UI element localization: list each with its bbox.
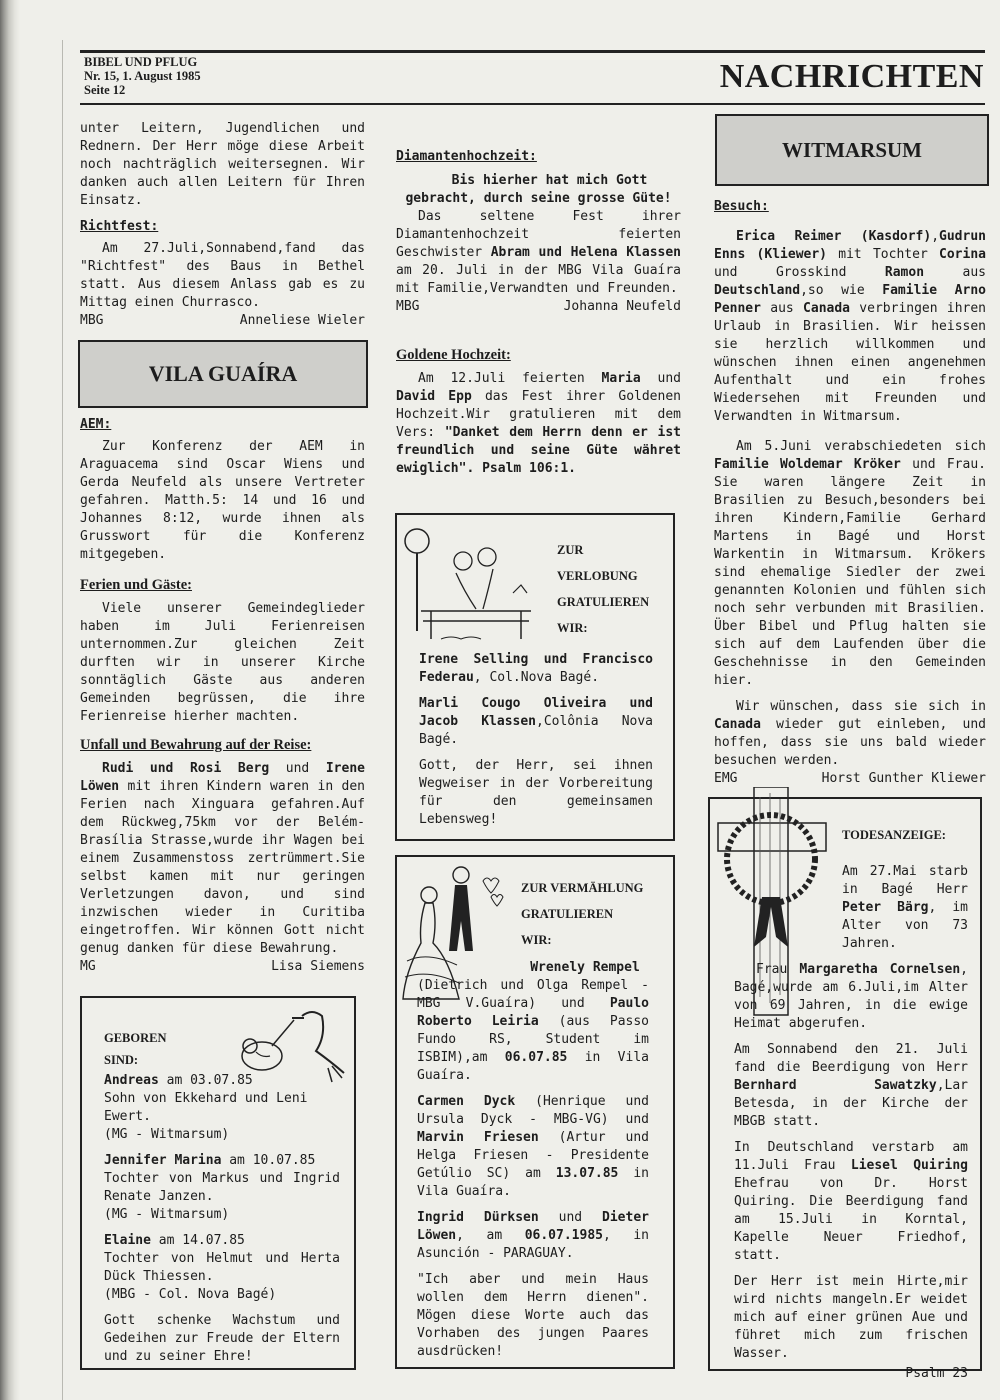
signature-author: Lisa Siemens (271, 959, 365, 974)
golden-verse: "Danket dem Herrn denn er ist freundlich und seine Güte währet ewiglich". Psalm 106:1. (396, 425, 681, 476)
child-name: Elaine (104, 1233, 151, 1248)
country-name: Canada (803, 301, 851, 316)
section-box-witmarsum: WITMARSUM (715, 114, 989, 186)
wedding-announcement-box (395, 855, 675, 1369)
obituary-verse-reference: Psalm 23 (905, 1366, 968, 1381)
section-box-vila-guaira: VILA GUAÍRA (78, 340, 368, 408)
wedding-content (417, 977, 649, 1361)
text-fragment: Wir wünschen, dass sie sich in (736, 699, 986, 714)
intro-paragraph: unter Leitern, Jugendlichen und Rednern. Der Herr möge diese Arbeit noch nachträglich weitersegnen. Wir danken auch allen Leitern für Ihren Einsatz. (80, 121, 365, 208)
signature-author: Johanna Neufeld (563, 299, 681, 314)
besuch-paragraph-1 (714, 228, 986, 426)
wedding-entry-2 (417, 1093, 649, 1201)
text-fragment: mit Tochter (827, 247, 940, 262)
page-binding-line (62, 40, 63, 1400)
wedding-connector: und (538, 1210, 603, 1225)
couple-names: Marli Cougo Oliveira und Jacob Klassen (419, 696, 653, 729)
wedding-quote: "Ich aber und mein Haus wollen dem Herrn dienen". Mögen diese Worte auch das Vorhaben des jungen Paares ausdrücken! (417, 1272, 649, 1359)
engagement-closing: Gott, der Herr, sei ihnen Wegweiser in der Vorbereitung für den gemeinsamen Lebensweg! (419, 758, 653, 827)
unfall-body: mit ihren Kindern waren in den Ferien nach Xinguara gefahren.Auf dem Rückweg,75km vor der Belém-Brasília Strasse,wurde ihr Wagen bei einem Zusammenstoss zertrümmert.Sie selbst kamen mit nur geringen Verletzungen davon, und sind inzwischen wieder in Curitiba eingetroffen. Wir können Gott nicht genug danken für diese Bewahrung. (80, 779, 365, 956)
wedding-date: 06.07.1985 (524, 1228, 603, 1243)
deceased-name: Liesel Quiring (850, 1158, 969, 1173)
column-middle (396, 142, 681, 478)
engagement-title-line: VERLOBUNG (557, 569, 638, 583)
heading-richtfest: Richtfest: (80, 219, 159, 234)
ferien-text: Viele unserer Gemeindeglieder haben im Juli Ferienreisen unternommen.Zur gleichen Zeit durften wir in unserer Kirche sonntäglich Gäste aus anderen Gemeinden begrüssen, die ihre Ferienreise hierher machten. (80, 601, 365, 724)
text-fragment: verbringen ihren Urlaub in Brasilien. Wir heissen sie herzlich willkommen und wünschen ihnen einen angenehmen Aufenthalt und ein frohes Wiedersehen mit Freunden und Verwandten in Witmarsum. (714, 301, 986, 424)
birth-parents-2: Tochter von Markus und Ingrid Renate Janzen. (104, 1171, 340, 1204)
masthead-top-rule (80, 50, 985, 53)
unfall-connector: und (269, 761, 326, 776)
masthead-meta (84, 55, 201, 97)
heading-ferien: Ferien und Gäste: (80, 577, 192, 593)
couple-on-bench-icon (401, 521, 551, 649)
obituary-entry-3 (734, 1041, 968, 1131)
wedding-entry-1-head (521, 959, 649, 977)
country-name: Deutschland (714, 283, 801, 298)
birth-location-3: (MBG - Col. Nova Bagé) (104, 1287, 277, 1302)
engagement-couple-1 (419, 651, 653, 687)
text-fragment: , (931, 229, 940, 244)
wedding-location: , in Asunción - PARAGUAY. (417, 1228, 649, 1261)
bride-name: Wrenely Rempel (530, 960, 640, 975)
birth-entry-1 (104, 1072, 340, 1090)
golden-text-b: das Fest ihrer Goldenen Hochzeit.Wir gratulieren mit dem Vers: (396, 389, 681, 440)
golden-name-1: Maria (601, 371, 641, 386)
obituary-content (734, 961, 968, 1383)
text-fragment: und Frau. Sie waren längere Zeit in Brasilien zu Besuch,besonders bei ihren Kindern,Familie Gerhard Martens in Bagé und Horst Warkentin in Witmarsum. Krökers sind ehemalige Siedler der zwei genannten Kolonien und fühlen sich noch sehr verbunden mit Brasilien. Über Bibel und Pflug halten sie sich auf dem Laufenden über die Geschehnisse in den Gemeinden hier. (714, 457, 986, 688)
birth-entry-3 (104, 1232, 340, 1250)
unfall-signature (80, 958, 365, 976)
birth-location-1: (MG - Witmarsum) (104, 1127, 230, 1142)
signature-author: Horst Gunther Kliewer (821, 771, 986, 786)
signature-congregation: MG (80, 959, 96, 974)
engagement-title (557, 537, 667, 641)
heading-unfall: Unfall und Bewahrung auf der Reise: (80, 737, 312, 753)
signature-congregation: MBG (80, 313, 104, 328)
text-fragment: Frau (756, 962, 800, 977)
signature-congregation: EMG (714, 771, 738, 786)
unfall-text (80, 760, 365, 958)
wedding-location: in Vila Guaíra. (417, 1166, 649, 1199)
text-fragment: aus (924, 265, 986, 280)
text-fragment: Ehefrau von Dr. Horst Quiring. Die Beerdigung fand am 15.Juli in Korntal, Kapelle Neuer Friedhof, statt. (734, 1176, 968, 1263)
engagement-title-line: ZUR (557, 543, 584, 557)
book-spine-shadow (0, 0, 20, 1400)
heading-goldene-hochzeit: Goldene Hochzeit: (396, 347, 511, 363)
section-title: NACHRICHTEN (719, 58, 984, 95)
golden-name-2: David Epp (396, 389, 472, 404)
engagement-title-line: GRATULIEREN (557, 595, 650, 609)
obituary-title-wrap (842, 825, 946, 845)
besuch-signature (714, 770, 986, 788)
groom-details: (Artur und Helga Friesen - Presidente Getúlio SC) am (417, 1130, 649, 1181)
birth-entry-2 (104, 1152, 340, 1170)
wedding-location: in Vila Guaíra. (417, 1050, 649, 1083)
birth-closing: Gott schenke Wachstum und Gedeihen zur Freude der Eltern und zu seiner Ehre! (104, 1313, 340, 1364)
column-right (714, 192, 986, 788)
groom-name: Marvin Friesen (417, 1130, 539, 1145)
column-left-lower (80, 410, 365, 976)
heading-diamantenhochzeit: Diamantenhochzeit: (396, 149, 537, 164)
birth-date: am 03.07.85 (158, 1073, 253, 1088)
text-fragment: ,Lar Betesda, in der Kirche der MBGB statt. (734, 1078, 968, 1129)
diamant-text-a: Das seltene Fest ihrer Diamantenhochzeit feierten Geschwister (396, 209, 681, 260)
richtfest-signature (80, 312, 365, 330)
obituary-entry-2 (734, 961, 968, 1033)
engagement-title-line: WIR: (557, 621, 588, 635)
golden-text (396, 370, 681, 478)
couple-names: Irene Selling und Francisco Federau (419, 652, 653, 685)
birth-title-2: SIND: (104, 1053, 139, 1067)
birth-parents-3: Tochter von Helmut und Herta Dück Thiessen. (104, 1251, 340, 1284)
text-fragment: aus (760, 301, 804, 316)
engagement-announcement-box (395, 513, 675, 841)
publication-name: BIBEL UND PFLUG (84, 55, 198, 69)
wedding-date: 06.07.85 (504, 1050, 568, 1065)
birth-content (104, 1028, 340, 1366)
unfall-names-2: Irene Löwen (80, 761, 365, 794)
birth-parents-1: Sohn von Ekkehard und Leni Ewert. (104, 1091, 308, 1124)
wedding-connector: und (536, 996, 610, 1011)
diamant-signature (396, 298, 681, 316)
obituary-entry-4 (734, 1139, 968, 1265)
visitor-name: Ramon (884, 265, 925, 280)
text-fragment: In Deutschland verstarb am 11.Juli Frau (734, 1140, 968, 1173)
diamant-text-b: am 20. Juli in der MBG Vila Guaíra mit Familie,Verwandten und Freunden. (396, 263, 681, 296)
column-left (80, 120, 365, 330)
heading-aem: AEM: (80, 417, 112, 432)
wedding-entry-1 (417, 977, 649, 1085)
groom-name: Paulo Roberto Leiria (417, 996, 649, 1029)
text-fragment: ,so wie (800, 283, 883, 298)
engagement-couple-2 (419, 695, 653, 749)
bride-name: Ingrid Dürksen (417, 1210, 539, 1225)
child-name: Andreas (104, 1073, 159, 1088)
couple-location: , Col.Nova Bagé. (473, 670, 600, 685)
text-fragment: Am 27.Mai starb in Bagé Herr (842, 864, 968, 897)
golden-text-a: Am 12.Juli feierten (418, 371, 602, 386)
diamant-verse: Bis hierher hat mich Gott gebracht, durch seine grosse Güte! (405, 173, 672, 206)
birth-date: am 10.07.85 (221, 1153, 316, 1168)
wedding-title-line: ZUR VERMÄHLUNG (521, 881, 644, 895)
signature-author: Anneliese Wieler (239, 313, 365, 328)
obituary-box (708, 797, 982, 1381)
obituary-entry-1 (842, 863, 968, 953)
groom-details: (aus Passo Fundo RS, Student im ISBIM),am (417, 1014, 649, 1065)
engagement-content (419, 651, 653, 829)
golden-connector: und (640, 371, 681, 386)
text-fragment: , im Alter von 73 Jahren. (842, 900, 968, 951)
text-fragment: , Bagé,wurde am 6.Juli,im Alter von 69 Jahren, in die ewige Heimat abgerufen. (734, 962, 968, 1031)
deceased-name: Peter Bärg (842, 900, 929, 915)
unfall-names-1: Rudi und Rosi Berg (102, 761, 270, 776)
birth-title-1: GEBOREN (104, 1031, 167, 1045)
bride-parents: (Henrique und Ursula Dyck - MBG-VG) und (417, 1094, 649, 1127)
wedding-date: 13.07.85 (555, 1166, 619, 1181)
diamant-names: Abram und Helena Klassen (490, 245, 681, 260)
bride-name: Carmen Dyck (417, 1094, 516, 1109)
richtfest-text: Am 27.Juli,Sonnabend,fand das "Richtfest" des Baus in Bethel statt. Aus diesem Anlass gab es zu Mittag einen Churrasco. (80, 241, 365, 310)
wedding-title (521, 875, 671, 953)
visitor-name: Corina (939, 247, 986, 262)
wedding-entry-3 (417, 1209, 649, 1263)
signature-congregation: MBG (396, 299, 420, 314)
country-name: Canada (714, 717, 761, 732)
obituary-verse: Der Herr ist mein Hirte,mir wird nichts mangeln.Er weidet mich auf einer grünen Aue und führet mich zum frischen Wasser. (734, 1274, 968, 1361)
issue-line: Nr. 15, 1. August 1985 (84, 69, 201, 83)
wedding-connector: , am (456, 1228, 525, 1243)
besuch-paragraph-3 (714, 698, 986, 770)
child-name: Jennifer Marina (104, 1153, 222, 1168)
bride-parents: (Dietrich und Olga Rempel - MBG V.Guaíra) (417, 978, 649, 1011)
visitor-name: Familie Arno Penner (714, 283, 986, 316)
obituary-entry-1-wrap (842, 863, 968, 953)
heading-besuch: Besuch: (714, 199, 769, 214)
birth-date: am 14.07.85 (150, 1233, 245, 1248)
wedding-bride-1 (521, 959, 649, 977)
visitor-name: Gudrun Enns (Kliewer) (714, 229, 986, 262)
wedding-title-line: WIR: (521, 933, 552, 947)
obituary-title: TODESANZEIGE: (842, 828, 946, 842)
deceased-name: Margaretha Cornelsen (799, 962, 961, 977)
page-number: Seite 12 (84, 83, 126, 97)
birth-announcement-box (80, 996, 356, 1370)
text-fragment: Am 5.Juni verabschiedeten sich (736, 439, 986, 454)
wedding-title-line: GRATULIEREN (521, 907, 614, 921)
deceased-name: Bernhard Sawatzky (734, 1078, 937, 1093)
masthead-bottom-rule (80, 103, 985, 105)
diamant-text (396, 208, 681, 298)
text-fragment: und Grosskind (714, 265, 885, 280)
text-fragment: Am Sonnabend den 21. Juli fand die Beerdigung von Herr (734, 1042, 968, 1075)
groom-name: Dieter Löwen (417, 1210, 649, 1243)
birth-location-2: (MG - Witmarsum) (104, 1207, 230, 1222)
visitor-name: Familie Woldemar Kröker (714, 457, 901, 472)
couple-location: ,Colônia Nova Bagé. (419, 714, 653, 747)
besuch-paragraph-2 (714, 438, 986, 690)
visitor-name: Erica Reimer (Kasdorf) (736, 229, 932, 244)
aem-text: Zur Konferenz der AEM in Araguacema sind Oscar Wiens und Gerda Neufeld als unsere Vertreter gefahren. Matth.5: 14 und 16 und Johannes 8:12, wurde ihnen als Grusswort für die Konferenz mitgegeben. (80, 439, 365, 562)
text-fragment: wieder gut einleben, und hoffen, dass sie uns bald wieder besuchen werden. (714, 717, 986, 768)
